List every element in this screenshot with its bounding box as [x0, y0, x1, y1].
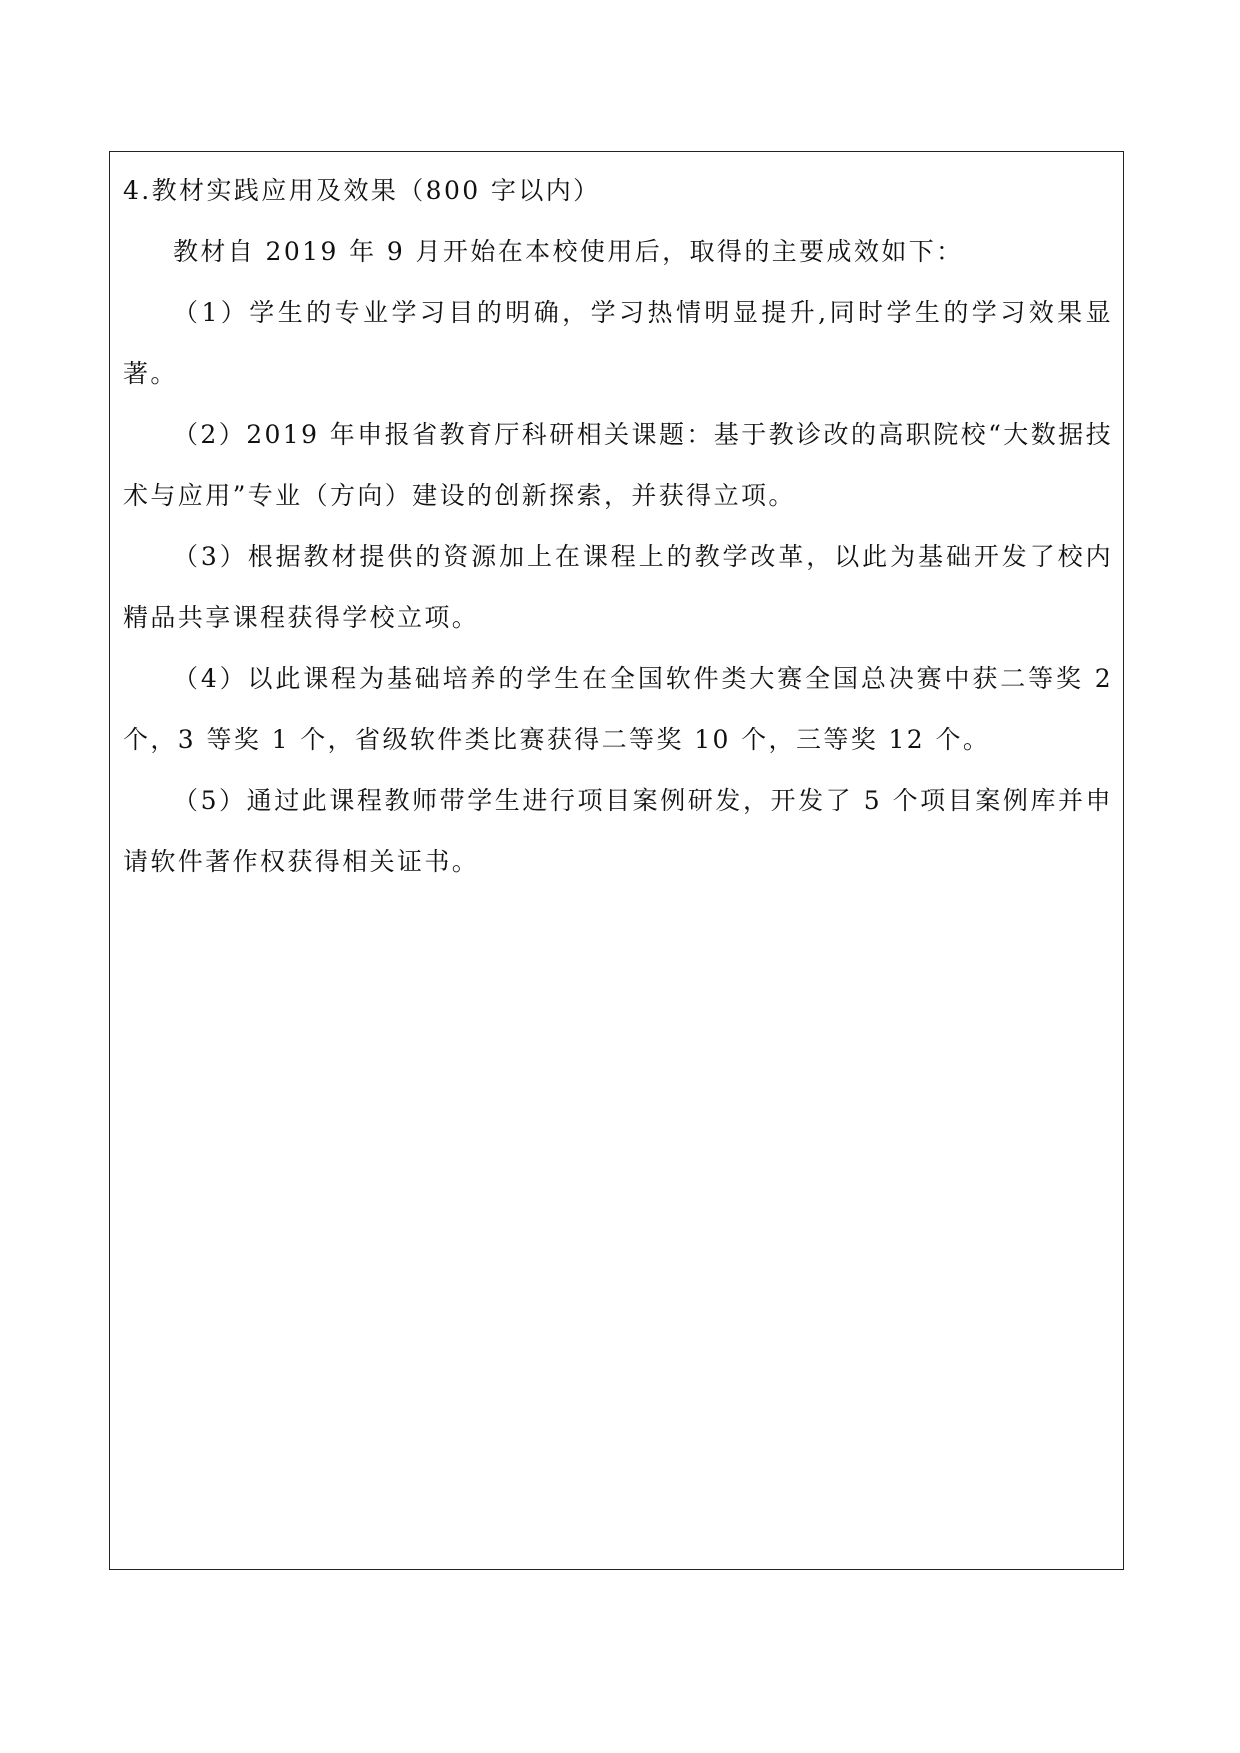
- result-item-5: （5）通过此课程教师带学生进行项目案例研发，开发了 5 个项目案例库并申请软件著作权获得相关证书。: [123, 786, 1113, 876]
- form-table-cell: [109, 151, 1124, 1570]
- result-item-1: （1）学生的专业学习目的明确，学习热情明显提升,同时学生的学习效果显著。: [123, 298, 1113, 388]
- intro-paragraph: 教材自 2019 年 9 月开始在本校使用后，取得的主要成效如下：: [173, 237, 964, 266]
- section-title: 4.教材实践应用及效果（800 字以内）: [123, 176, 601, 205]
- result-item-4: （4）以此课程为基础培养的学生在全国软件类大赛全国总决赛中获二等奖 2 个，3 等奖 1 个，省级软件类比赛获得二等奖 10 个，三等奖 12 个。: [123, 664, 1113, 754]
- section-content: [123, 160, 1113, 892]
- result-item-3: （3）根据教材提供的资源加上在课程上的教学改革，以此为基础开发了校内精品共享课程获得学校立项。: [123, 542, 1113, 632]
- result-item-2: （2）2019 年申报省教育厅科研相关课题：基于教诊改的高职院校“大数据技术与应用”专业（方向）建设的创新探索，并获得立项。: [123, 420, 1113, 510]
